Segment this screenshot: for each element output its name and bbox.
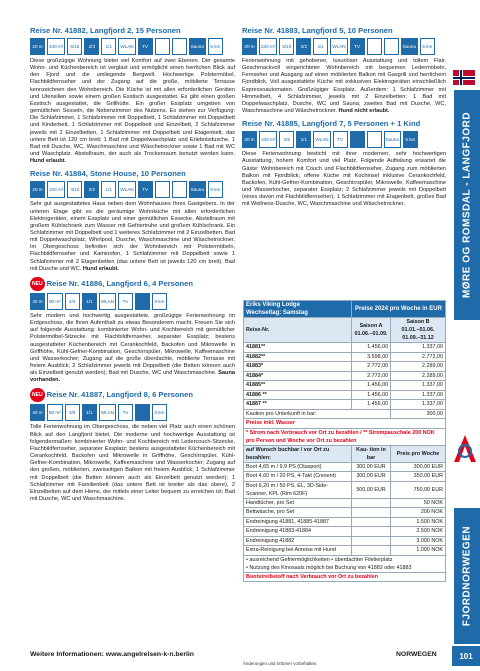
table-cell: Bettwäsche, pro Set [244, 508, 352, 518]
feature-icon [172, 181, 187, 198]
feature-icon: 3 km [152, 404, 167, 421]
table-cell: Bootstreibstoff nach Verbrauch vor Ort zu bezahlen [244, 572, 446, 582]
feature-icon [155, 181, 170, 198]
feature-icon: 1/1 [313, 38, 328, 55]
table-row [244, 419, 446, 429]
feature-icon: 1/1 [82, 404, 97, 421]
table-cell: 3.000 NOK [391, 536, 446, 546]
table-cell: 1.456,00 [351, 400, 390, 410]
table-cell: 1.000 NOK [391, 546, 446, 556]
col-header: Saison B 01.01.–01.06. 01.09.–31.12 [391, 318, 446, 343]
table-cell: 300,00 [391, 409, 446, 419]
col-header: Preis pro Woche [391, 445, 446, 462]
table-cell: Handtücher, pro Set [244, 498, 352, 508]
table-row [244, 498, 446, 508]
table-cell: 350,00 EUR [391, 472, 446, 482]
table-cell: 41881** [244, 343, 352, 353]
feature-icon: 5 km [420, 38, 435, 55]
table-cell: Boot 6,20 m / 50 PS, EL, 3D-Side-Scanner, KPL (Rim 620F) [244, 481, 352, 498]
table-cell: 1.456,00 [351, 381, 390, 391]
table-cell: 2.772,00 [351, 371, 390, 381]
icon-row-41885 [242, 131, 446, 148]
feature-icon [155, 38, 170, 55]
heading-41886: NEU Reise Nr. 41886, Langfjord 6, 4 Personen [30, 277, 235, 291]
table-cell: 2.289,00 [391, 362, 446, 372]
table-cell: 500,00 EUR [351, 481, 390, 498]
table-cell: 3.598,00 [351, 352, 390, 362]
feature-icon: WLAN [118, 38, 135, 55]
footer-country: NORWEGEN [396, 651, 437, 658]
feature-icon: 5/10 [279, 38, 294, 55]
heading-41884: Reise Nr. 41884, Stone House, 10 Personen [30, 169, 186, 179]
table-row [244, 472, 446, 482]
icon-row-41882 [30, 38, 235, 55]
feature-icon: 1/1 [101, 181, 116, 198]
table-cell: 2.772,00 [351, 362, 390, 372]
feature-icon: TV [333, 131, 348, 148]
table-cell: 41882** [244, 352, 352, 362]
table-cell: 2.500 NOK [391, 527, 446, 537]
table-row [244, 381, 446, 391]
table-cell: Boot 4,65 m / 9,9 PS (Otasport) [244, 462, 352, 472]
table-row [244, 536, 446, 546]
feature-icon: 440 m² [47, 38, 65, 55]
table-row [244, 352, 446, 362]
table-row [244, 462, 446, 472]
feature-icon: TV [118, 293, 133, 310]
table-row [244, 481, 446, 498]
table-cell: Extra-Reinigung bei Anreise mit Hund [244, 546, 352, 556]
feature-icon [135, 293, 150, 310]
feature-icon: 20 m [242, 131, 257, 148]
feature-icon [384, 38, 399, 55]
table-row [244, 572, 446, 582]
page-number: 101 [452, 646, 480, 666]
table-row [244, 517, 446, 527]
feature-icon: TV [138, 181, 153, 198]
table-cell: 1.337,00 [391, 390, 446, 400]
table-cell: 2.289,00 [391, 371, 446, 381]
feature-icon: 5 km [208, 181, 223, 198]
text-41883: Ferienwohnung mit gehobener, luxuriöser Ausstattung und tollem Flair. Geschmackvoll eingerichteter Wohnbereich mit bequemen Ledermöbeln, Fernseher und Ausgang auf einen möblierten Balkon mit Gasgrill und herrlichem Fjordblick. Voll ausgestattete Küche mit exklusiven Elektrogeräten einschließlich Espressoautomaten. Großzügiger Essplatz. Außerdem: 1 Schlafzimmer mit Himmelbett, 4 Schlafzimmer, jeweils mit 2 Einzelbetten; 1 Bad mit Doppelwaschplatz, Dusche, WC und Sauna; zweites Bad mit Dusche, WC, Waschmaschine und Wäschetrockner. Hund nicht erlaubt. [242, 58, 446, 115]
feature-icon: 20 m [30, 181, 45, 198]
col-header: Reise-Nr. [244, 318, 352, 343]
table-cell: 2.772,00 [391, 352, 446, 362]
feature-icon: 2/2 [296, 38, 311, 55]
table-row [244, 428, 446, 445]
feature-icon: Sauna [189, 181, 206, 198]
feature-icon: 20 m [30, 38, 45, 55]
price-title-cell: Preise 2024 pro Woche in EUR [351, 301, 445, 318]
table-cell: Endreinigung 41882 [244, 536, 352, 546]
heading-41883: Reise Nr. 41883, Langfjord 5, 10 Personen [242, 26, 393, 35]
table-cell: 1.456,00 [351, 343, 390, 353]
heading-41882: Reise Nr. 41882, Langfjord 2, 15 Personen [30, 26, 181, 35]
table-cell: Preise inkl. Wasser [244, 419, 446, 429]
table-cell: 50 NOK [391, 498, 446, 508]
col-header: Kau- tion in bar [351, 445, 390, 462]
table-cell [351, 508, 390, 518]
table-header [244, 301, 446, 318]
feature-icon: WLAN [99, 293, 116, 310]
table-cell: * Strom nach Verbrauch vor Ort zu bezahlen / ** Strompauschale 200 NOK pro Person und Woche vor Ort zu bezahlen [244, 428, 446, 445]
feature-icon: 3/6 [65, 404, 80, 421]
table-cell: 1.456,00 [351, 390, 390, 400]
table-row [244, 508, 446, 518]
table-cell: • ausreichend Gefriermöglichkeiten • überdachter Filetierplatz • Nutzung des Kinosaals möglich bei Buchung von 41882 oder 41883 [244, 555, 446, 572]
feature-icon: 40 m [30, 404, 45, 421]
table-cell: 41885** [244, 381, 352, 391]
season-row [244, 318, 446, 343]
table-cell: Endreinigung 41881, 41885-41887 [244, 517, 352, 527]
feature-icon: 5 km [208, 38, 223, 55]
table-cell: 1.500 NOK [391, 517, 446, 527]
feature-icon: TV [138, 38, 153, 55]
price-table [243, 300, 446, 582]
side-band-top: MØRE OG ROMSDAL - LANGFJORD [454, 90, 480, 320]
feature-icon: 6/15 [67, 38, 82, 55]
lodge-cell: Eriks Viking Lodge Wechseltag: Samstag [244, 301, 352, 318]
table-cell [351, 498, 390, 508]
norway-flag-icon [453, 70, 475, 85]
text-41886: Sehr modern und hochwertig ausgestattete, großzügige Ferienwohnung im Erdgeschoss, die Ihren Aufenthalt zu etwas Besonderem macht. Freuen Sie sich auf folgende Ausstattung: kombinierter Wohn- und Kochbereich mit gemütlicher Polstermöbel-Sitzecke mit Flachbildfernseher, separater Essplatz; bestens ausgestatteter Küchenbereich mit Cerankochfeld, Backofen und Mikrowelle in Griffhöhe, Kühl-Gefrier-Kombination, Geschirrspüler, Mikrowelle, Kaffeemaschine und Wasserkocher; Zugang auf die große überdachte, möblierte Terrasse mit freiem Ausblick; 2 Schlafzimmer jeweils mit Doppelbett (die Betten können auch als Einzelbett genutzt werden); Bad mit Dusche, WC und Waschmaschine. Sauna vorhanden. [30, 312, 235, 384]
table-row [244, 555, 446, 572]
feature-icon: 100 m² [47, 181, 65, 198]
table-cell: 41883* [244, 362, 352, 372]
text-41884: Sehr gut ausgestattetes Haus neben dem Wohnhauses Ihres Gastgebers. In der unteren Etage gibt es die geräumige Wohnküche mit allen erforderlichen Elektrogeräten, einem Essplatz und einer gemütlichen Essecke. Abstellraum mit großem Kühlschrank zum Wasser mit Gefriertruhe und großem Kühlschrank. Ein Schlafzimmer mit Doppelbett und 1 weiteres Schlafzimmer mit 2 Einzelbetten. Bad mit Doppelwaschplatz, Whirlpool, Dusche, Waschmaschine und Wäschetrockner. Im Obergeschoss befinden sich der Wohnbereich mit Polstermöbeln, Flachbildfernseher und Kaminofen, 1 Schlafzimmer mit Doppelbett sowie 1 Schlafzimmer mit 2 Etagenbetten (das untere Bett ist jeweils 120 cm breit). Bad mit Dusche und WC. Hund erlaubt. [30, 201, 235, 272]
feature-icon: 100 m² [259, 131, 277, 148]
feature-icon: WLAN [118, 181, 135, 198]
feature-icon: 3/6 [279, 131, 294, 148]
icon-row-41883 [242, 38, 446, 55]
left-column [30, 26, 235, 503]
table-row [244, 546, 446, 556]
disclaimer: Änderungen und Irrtümer vorbehalten. [243, 661, 318, 666]
text-41887: Tolle Ferienwohnung im Obergeschoss, die neben viel Platz auch einen schönen Blick auf den Langfjord bietet. Die moderne und hochwertige Ausstattung ist folgendermaßen: kombinierter Wohn- und Kochbereich mit Ledercouch-Sitzecke, Flachbildfernseher, separater Essplatz; bestens ausgestatteter Küchenbereich mit Cerankochfeld, Backofen und Mikrowelle in Griffhöhe, Geschirrspüler, Kühl-Gefrier-Kombination, Mikrowelle, Kaffeemaschine und Wasserkocher; Zugang auf den großen, möblierten, zweiseitigen Balkon mit freiem Ausblick; 1 Schlafzimmer mit Doppelbett (die Betten können auch als Einzelbett genutzt werden); 1 Schlafzimmer mit Familienbett (das untere Bett ist breiter als das obere), 2 Einzelbetten auf dem Hems, der mittels einer Leiter bequem zu erreichen ist; Bad mit Dusche, WC und Waschmaschine. [30, 424, 235, 503]
table-row [244, 371, 446, 381]
table-row [244, 400, 446, 410]
feature-icon: Sauna [189, 38, 206, 55]
icon-row-41886 [30, 293, 235, 310]
table-row [244, 390, 446, 400]
new-badge: NEU [30, 388, 45, 402]
table-cell: 750,00 EUR [391, 481, 446, 498]
feature-icon: 2/2 [84, 181, 99, 198]
table-cell: Boot 4,60 m / 20 PS, 4-Takt (Cresent) [244, 472, 352, 482]
table-cell: 1.337,00 [391, 343, 446, 353]
feature-icon [367, 38, 382, 55]
table-row [244, 343, 446, 353]
feature-icon: 1/1 [296, 131, 311, 148]
text-41885: Diese Ferienwohnung besticht mit ihrer modernen, sehr hochwertigen Ausstattung, hohem Komfort und viel Platz. Folgende Aufteilung erwartet die Gäste: Wohnbereich mit Couch und Flachbildfernseher, Zugang zum möblierten Balkon mit Fjordblick; offene Küche mit Kochinsel inklusive Cerankochfeld, Backofen, Kühl-Gefrier-Kombination, Geschirrspüler, Mikrowelle, Kaffeemaschine und Wasserkocher, separater Essplatz; 2 Schlafzimmer jeweils mit Doppelbett (eines davon mit Flachbildfernseher), 1 Schlafzimmer mit Etagenbett, großes Bad mit Wellness-Dusche, WC, Waschmaschine und Wäschetrockner. [242, 151, 446, 208]
table-cell: 1.337,00 [391, 400, 446, 410]
feature-icon: 20 m [242, 38, 257, 55]
table-cell [351, 536, 390, 546]
table-cell: 41884* [244, 371, 352, 381]
icon-row-41887 [30, 404, 235, 421]
feature-icon: 2/4 [65, 293, 80, 310]
side-band-bottom: FJORDNORWEGEN [454, 508, 480, 644]
feature-icon: 2/3 [84, 38, 99, 55]
table-cell [351, 527, 390, 537]
table-cell: 300,00 EUR [391, 462, 446, 472]
feature-icon: WLAN [99, 404, 116, 421]
table-cell: 41886 ** [244, 390, 352, 400]
feature-icon: 80 m² [47, 404, 63, 421]
heading-41885: Reise Nr. 41885, Langfjord 7, 5 Personen + 1 Kind [242, 119, 421, 129]
feature-icon: Sauna [384, 131, 401, 148]
feature-icon: 1/1 [101, 38, 116, 55]
feature-icon: WLAN [313, 131, 330, 148]
feature-icon [172, 38, 187, 55]
table-cell: 300,00 EUR [351, 472, 390, 482]
fjordnorwegen-logo-icon [452, 432, 478, 466]
feature-icon: 230 m² [259, 38, 277, 55]
icon-row-41884 [30, 181, 235, 198]
table-row [244, 362, 446, 372]
col-header: Saison A 01.06.–01.09. [351, 318, 390, 343]
table-cell: Endreinigung 41883-41884 [244, 527, 352, 537]
feature-icon: Sauna [401, 38, 418, 55]
extras-header [244, 445, 446, 462]
table-row [244, 409, 446, 419]
feature-icon: 90 m² [47, 293, 63, 310]
right-column [242, 26, 446, 209]
feature-icon [135, 404, 150, 421]
feature-icon: WLAN [330, 38, 347, 55]
feature-icon: 40 m [30, 293, 45, 310]
text-41882: Diese großzügige Wohnung bietet viel Komfort auf zwei Ebenen. Der gesamte Wohn- und Küchenbereich ist verglast und ermöglicht einen herrlichen Blick auf den Fjord und die umliegende Bergwelt. Hochwertige Polstermöbel, Flachbildfernseher und der Zugang auf die große, möblierte Terrasse kennzeichnen den Wohnbereich. Die Küche ist mit allen erforderlichen Geräten und Utensilien sowie einem großen Esstisch ausgestattet. Es gibt einen großen Esstisch ausgestattet, die Grillhütte. Ein großer Essplatz umgeben von gemütlichen Sesseln, die Nebenzimmer des Nutzens. Es stehen zur Verfügung: Die Schlafzimmer, 1 Schlafzimmer mit Doppelbett, 1 Schlafzimmer mit Doppelbett und Kinderbett, 1 Schlafzimmer mit Doppelbett und Einzelbett, 2 Schlafzimmer jeweils mit 2 Einzelbetten, 1 Schlafzimmer mit Doppelbett und Etagenbett, das untere Bett ist 120 cm breit; 1 Bad mit Doppelwaschplatz und Erlebnisdusche, 1 Bad mit Dusche, WC, Waschmaschine und Wäschetrockner sowie 1 Bad mit WC und Waschplatz. Abstellraum, der auch als Trockenraum benutzt werden kann. Hund erlaubt. [30, 58, 235, 165]
feature-icon [350, 131, 365, 148]
table-cell [351, 517, 390, 527]
table-cell: 1.337,00 [391, 381, 446, 391]
feature-icon: TV [350, 38, 365, 55]
footer-info: Weitere Informationen: www.angelreisen-k-n.berlin [30, 651, 194, 658]
table-cell: Kaution pro Unterkunft in bar: [244, 409, 391, 419]
table-row [244, 527, 446, 537]
feature-icon [367, 131, 382, 148]
table-cell: 300,00 EUR [351, 462, 390, 472]
heading-41887: NEU Reise Nr. 41887, Langfjord 8, 6 Personen [30, 388, 235, 402]
table-cell: 200 NOK [391, 508, 446, 518]
new-badge: NEU [30, 277, 45, 291]
table-cell: 41887 ** [244, 400, 352, 410]
feature-icon: 4/10 [67, 181, 82, 198]
feature-icon: TV [118, 404, 133, 421]
col-header: auf Wunsch buchbar / vor Ort zu bezahlen: [244, 445, 352, 462]
feature-icon: 3 km [152, 293, 167, 310]
feature-icon: 1/1 [82, 293, 97, 310]
feature-icon: 5 km [403, 131, 418, 148]
table-cell [351, 546, 390, 556]
